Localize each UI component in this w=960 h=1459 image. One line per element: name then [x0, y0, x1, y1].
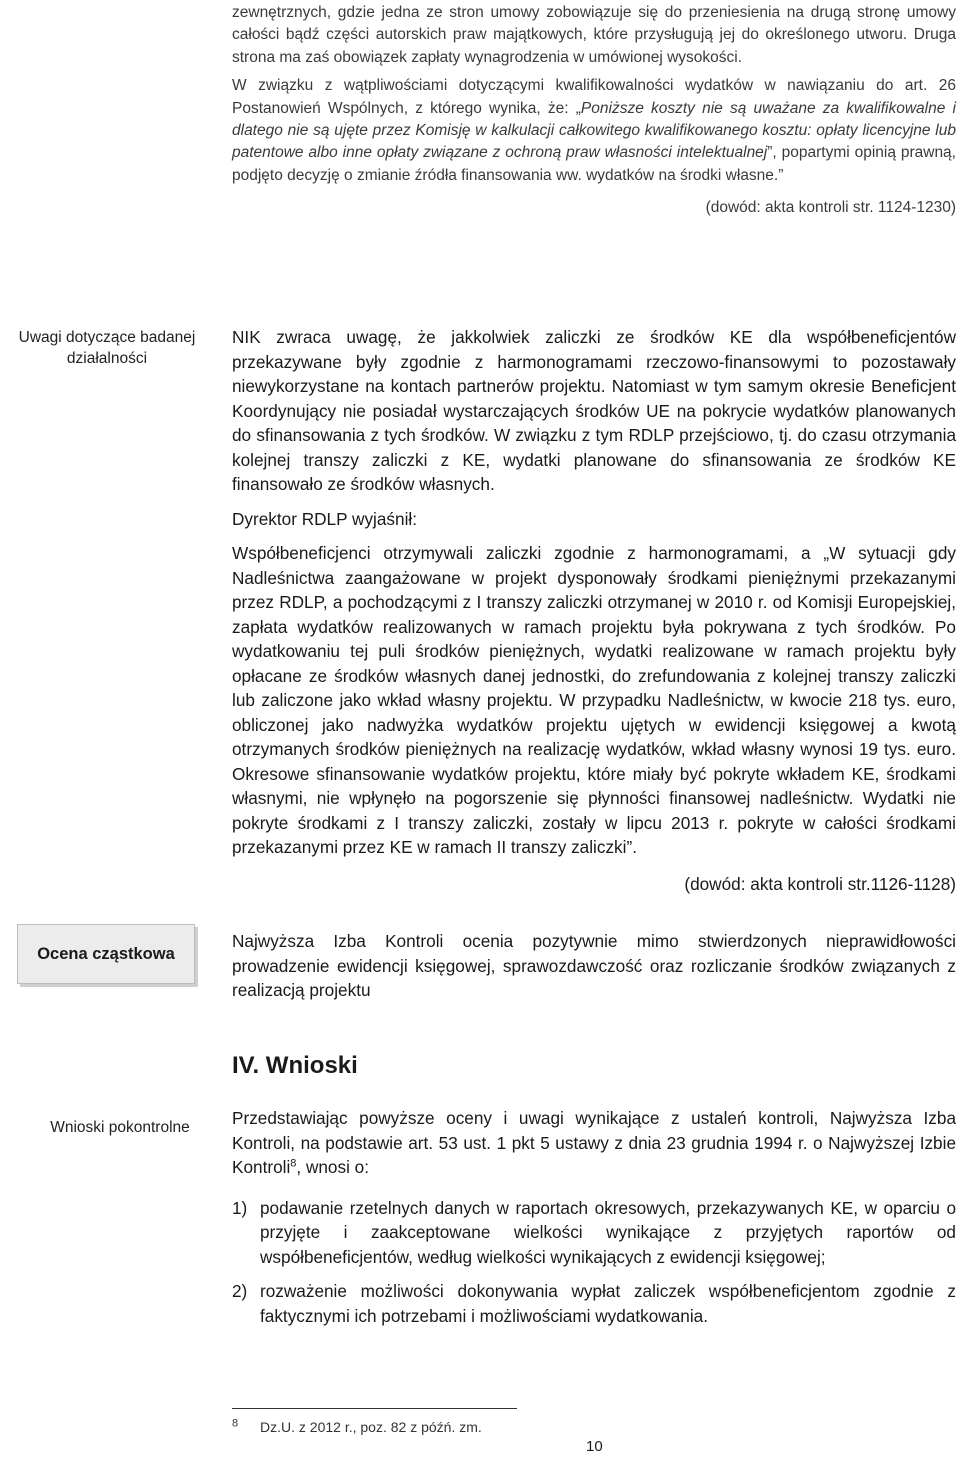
- assessment-text: Najwyższa Izba Kontroli ocenia pozytywnie mimo stwierdzonych nieprawidłowości prowadzenie ewidencji księgowej, sprawozdawczość oraz rozliczanie środków związanych z realizacją projektu: [232, 931, 956, 1000]
- side-label-remarks: Uwagi dotyczące badanej działalności: [18, 329, 196, 367]
- para2-end: ”, popartymi opinią prawną, podjęto decyzję o zmianie źródła finansowania ww. wydatków na środki własne.”: [232, 144, 956, 184]
- footnote-ref: 8: [290, 1157, 297, 1170]
- list-item: [232, 1279, 956, 1328]
- top-paragraph-2: [232, 75, 956, 187]
- intro-tail: , wnosi o:: [296, 1157, 370, 1177]
- remarks-block: [232, 325, 956, 896]
- para2-start: W związku z wątpliwościami dotyczącymi kwalifikowalności wydatków w nawiązaniu do art. 26 Postanowień Wspólnych, z którego wynika, że: „: [232, 77, 956, 117]
- list-item: [232, 1196, 956, 1270]
- footnote-text: Dz.U. z 2012 r., poz. 82 z późń. zm.: [260, 1419, 482, 1435]
- remarks-paragraph-2: Dyrektor RDLP wyjaśnił:: [232, 508, 417, 529]
- footnote-separator: [232, 1408, 517, 1409]
- intro-text: Przedstawiając powyższe oceny i uwagi wynikające z ustaleń kontroli, Najwyższa Izba Kontroli, na podstawie art. 53 ust. 1 pkt 5 ustawy z dnia 23 grudnia 1994 r. o Najwyższej Izbie Kontroli: [232, 1108, 956, 1177]
- page-number: 10: [586, 1438, 603, 1455]
- top-paragraph-1: zewnętrznych, gdzie jedna ze stron umowy zobowiązuje się do przeniesienia na drugą stronę umowy całości bądź części autorskich praw majątkowych, które przysługują jej do określonego utworu. Druga strona ma zaś obowiązek zapłaty wynagrodzenia w umówionej wysokości.: [232, 4, 956, 66]
- list-item-text: rozważenie możliwości dokonywania wypłat zaliczek współbeneficjentom zgodnie z faktycznymi ich potrzebami i możliwościami wydatkowania.: [260, 1281, 956, 1326]
- remarks-paragraph-3: Współbeneficjenci otrzymywali zaliczki zgodnie z harmonogramami, a „W sytuacji gdy Nadleśnictwa zaangażowane w projekt dysponowały środkami pieniężnymi przekazanymi przez RDLP, a pochodzącymi z I transzy zaliczki otrzymanej w 2010 r. od Komisji Europejskiej, zapłata wydatków realizowanych w ramach projektu była pokrywana z tych środków. Po wydatkowaniu tej puli środków pieniężnych, wydatki realizowane w ramach projektu były opłacane ze środków własnych danej jednostki, do zrefundowania z kolejnej transzy zaliczki lub zaliczone jako wkład własny projektu. W przypadku Nadleśnictw, w kwocie 218 tys. euro, obliczonej jako nadwyżka wydatków projektu ujętych w ewidencji księgowej a kwotą otrzymanych środków pieniężnych na realizację wydatków, wkład własny wynosi 19 tys. euro. Okresowe sfinansowanie wydatków projektu, które miały być pokryte wkładem KE, środkami własnymi, nie wpłynęło na pogorszenie się płynności finansowej nadleśnictw. Wydatki nie pokryte środkami z I transzy zaliczki, zostały w lipcu 2013 r. pokryte w całości środkami przekazanymi przez KE w ramach II transzy zaliczki”.: [232, 543, 956, 857]
- footnote-mark: 8: [232, 1417, 239, 1430]
- top-text-block: [232, 2, 956, 220]
- evidence-note-1: (dowód: akta kontroli str. 1124-1230): [705, 199, 956, 217]
- para2-quote: Poniższe koszty nie są uważane za kwalifikowalne i dlatego nie są ujęte przez Komisję w kalkulacji całkowitego kwalifikowanego kosztu: opłaty licencyjne lub patentowe albo inne opłaty związane z ochroną praw własności intelektualnej: [232, 99, 956, 162]
- list-item-text: podawanie rzetelnych danych w raportach okresowych, przekazywanych KE, w oparciu o przyjęte i zaakceptowane wielkości wynikające z przyjętych raportów od współbeneficjentów, według wielkości wynikających z ewidencji księgowej;: [260, 1197, 956, 1267]
- list-item-number: 2): [232, 1281, 248, 1301]
- conclusions-block: [232, 1106, 956, 1328]
- assessment-box-label: Ocena cząstkowa: [37, 944, 175, 963]
- assessment-block: [232, 929, 956, 1003]
- list-item-number: 1): [232, 1197, 248, 1218]
- side-label-conclusions: Wnioski pokontrolne: [50, 1119, 190, 1136]
- footnote: [232, 1419, 832, 1435]
- evidence-note-2: (dowód: akta kontroli str.1126-1128): [684, 873, 956, 894]
- section-heading: IV. Wnioski: [232, 1052, 358, 1079]
- assessment-box: [17, 924, 195, 984]
- conclusions-intro: [232, 1106, 956, 1180]
- remarks-paragraph-1: NIK zwraca uwagę, że jakkolwiek zaliczki ze środków KE dla współbeneficjentów przekazywane były zgodnie z harmonogramami rzeczowo-finansowymi to pozostawały niewykorzystane na kontach partnerów projektu. Natomiast w tym samym okresie Beneficjent Koordynujący nie posiadał wystarczających środków UE na pokrycie wydatków planowanych do sfinansowania z tych środków. W związku z tym RDLP przejściowo, tj. do czasu otrzymania kolejnej transzy zaliczki z KE, wydatki planowane do sfinansowania ze środków KE finansowało ze środków własnych.: [232, 327, 956, 494]
